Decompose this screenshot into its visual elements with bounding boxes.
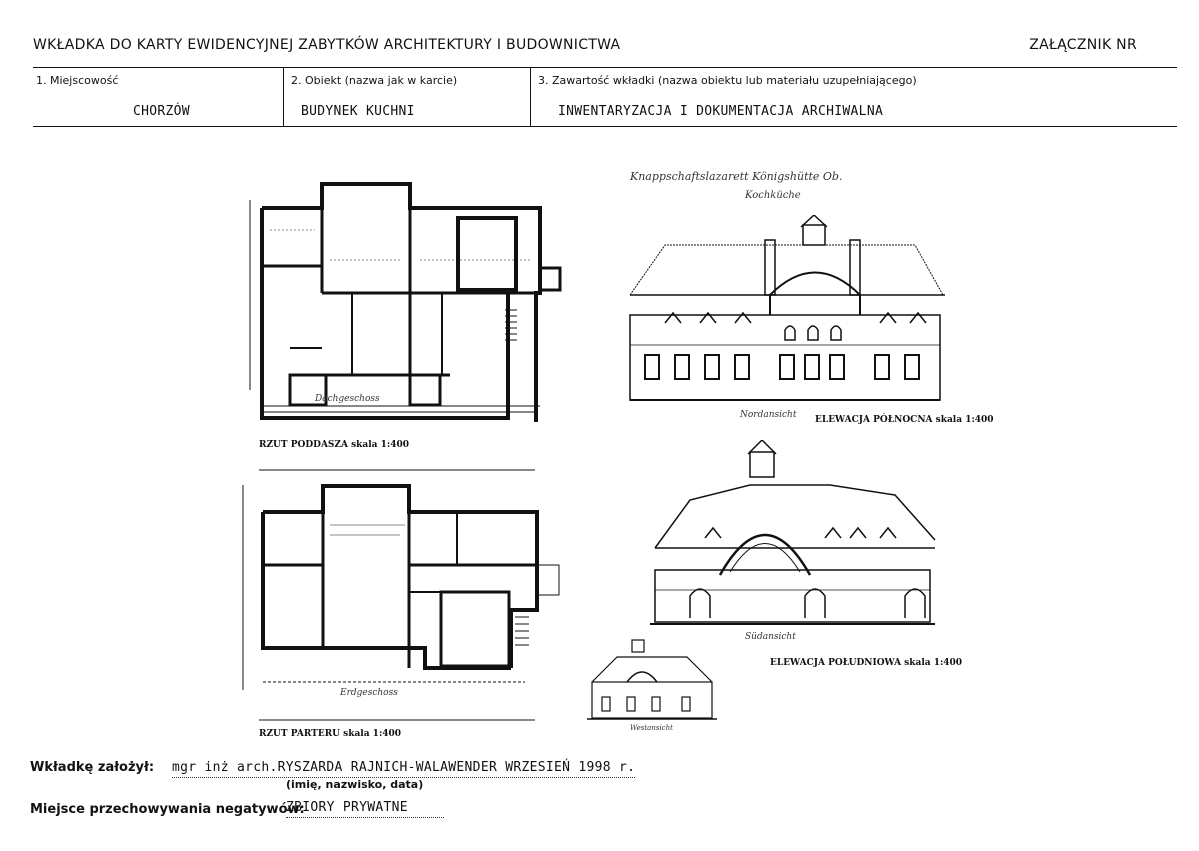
archival-title: Knappschaftslazarett Königshütte Ob. (630, 170, 843, 183)
west-elevation-drawing (587, 637, 717, 723)
storage-label: Miejsce przechowywania negatywów: (30, 802, 305, 817)
attic-plan-caption: RZUT PODDASZA skala 1:400 (259, 440, 410, 450)
author-hint: (imię, nazwisko, data) (286, 778, 424, 791)
locality-label: 1. Miejscowość (36, 74, 119, 87)
author-label: Wkładkę założył: (30, 760, 155, 775)
document-title: WKŁADKA DO KARTY EWIDENCYJNEJ ZABYTKÓW ARCHITEKTURY I BUDOWNICTWA (33, 37, 621, 53)
ground-plan-caption: RZUT PARTERU skala 1:400 (259, 729, 402, 739)
storage-value: ZBIORY PRYWATNE (286, 800, 444, 818)
attic-floor-plan (240, 160, 580, 445)
field-divider-1 (283, 67, 284, 126)
author-value: mgr inż arch.RYSZARDA RAJNICH-WALAWENDER WRZESIEŃ 1998 r. (172, 760, 635, 778)
south-elevation-caption: ELEWACJA POŁUDNIOWA skala 1:400 (770, 658, 963, 668)
object-value: BUDYNEK KUCHNI (301, 104, 415, 119)
locality-value: CHORZÓW (133, 104, 190, 119)
annex-number-label: ZAŁĄCZNIK NR (1029, 37, 1137, 53)
north-elevation-drawing (625, 215, 955, 405)
north-elevation-hand-label: Nordansicht (740, 410, 797, 420)
attic-plan-hand-label: Dachgeschoss (315, 394, 380, 404)
south-elevation-hand-label: Südansicht (745, 632, 796, 642)
west-elevation-hand-label: Westansicht (630, 724, 673, 732)
content-value: INWENTARYZACJA I DOKUMENTACJA ARCHIWALNA (558, 104, 884, 119)
ground-floor-plan (235, 460, 580, 730)
header-top-rule (33, 67, 1177, 68)
header-bottom-rule (33, 126, 1177, 127)
north-elevation-caption: ELEWACJA PÓŁNOCNA skala 1:400 (815, 415, 994, 425)
object-label: 2. Obiekt (nazwa jak w karcie) (291, 74, 458, 87)
content-label: 3. Zawartość wkładki (nazwa obiektu lub materiału uzupełniającego) (538, 74, 917, 87)
archival-subtitle: Kochküche (745, 190, 801, 201)
south-elevation-drawing (650, 440, 940, 630)
field-divider-2 (530, 67, 531, 126)
ground-plan-hand-label: Erdgeschoss (340, 688, 398, 698)
